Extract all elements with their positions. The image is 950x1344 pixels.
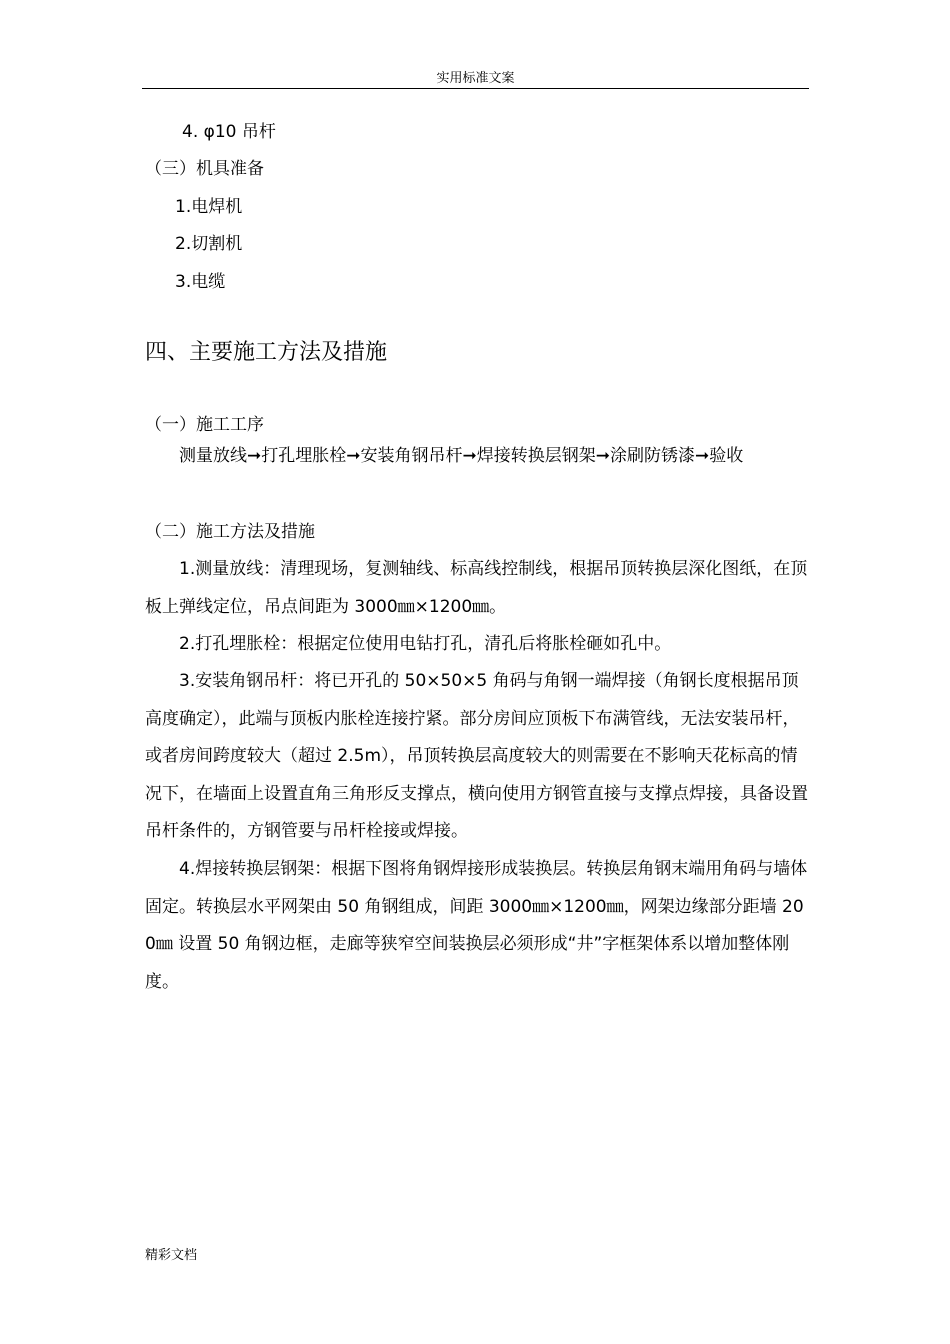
step-1-paragraph: 1.测量放线：清理现场，复测轴线、标高线控制线，根据吊顶转换层深化图纸，在顶板上弹线定位，吊点间距为 3000㎜×1200㎜。 [145, 559, 808, 617]
chapter-4-title: 四、主要施工方法及措施 [145, 340, 388, 365]
sub-2-title: （二）施工方法及措施 [145, 522, 315, 542]
tool-item-1: 1.电焊机 [175, 197, 243, 217]
sub-1-title: （一）施工工序 [145, 415, 264, 435]
page-footer-text: 精彩文档 [145, 1248, 198, 1263]
tool-item-2: 2.切割机 [175, 234, 243, 254]
step-3-paragraph: 3.安装角钢吊杆：将已开孔的 50×50×5 角码与角钢一端焊接（角钢长度根据吊顶高度确定），此端与顶板内胀栓连接拧紧。部分房间应顶板下布满管线，无法安装吊杆，或者房间跨度较大（超过 2.5m），吊顶转换层高度较大的则需要在不影响天花标高的情况下，在墙面上设置直角三角形反支撑点，横向使用方钢管直接与支撑点焊接，具备设置吊杆条件的，方钢管要与吊杆栓接或焊接。 [145, 671, 808, 841]
process-flow: 测量放线➞打孔埋胀栓➞安装角钢吊杆➞焊接转换层钢架➞涂刷防锈漆➞验收 [179, 446, 744, 466]
material-item-4: 4. φ10 吊杆 [182, 122, 276, 142]
step-4-paragraph: 4.焊接转换层钢架：根据下图将角钢焊接形成装换层。转换层角钢末端用角码与墙体固定。转换层水平网架由 50 角钢组成，间距 3000㎜×1200㎜，网架边缘部分距墙 200㎜ 设置 50 角钢边框，走廊等狭窄空间装换层必须形成“井”字框架体系以增加整体刚度。 [145, 859, 808, 992]
header-divider [142, 88, 809, 89]
section-3-title: （三）机具准备 [145, 159, 264, 179]
page-header-title: 实用标准文案 [436, 71, 515, 86]
step-2-paragraph: 2.打孔埋胀栓：根据定位使用电钻打孔，清孔后将胀栓砸如孔中。 [179, 634, 672, 654]
tool-item-3: 3.电缆 [175, 272, 226, 292]
